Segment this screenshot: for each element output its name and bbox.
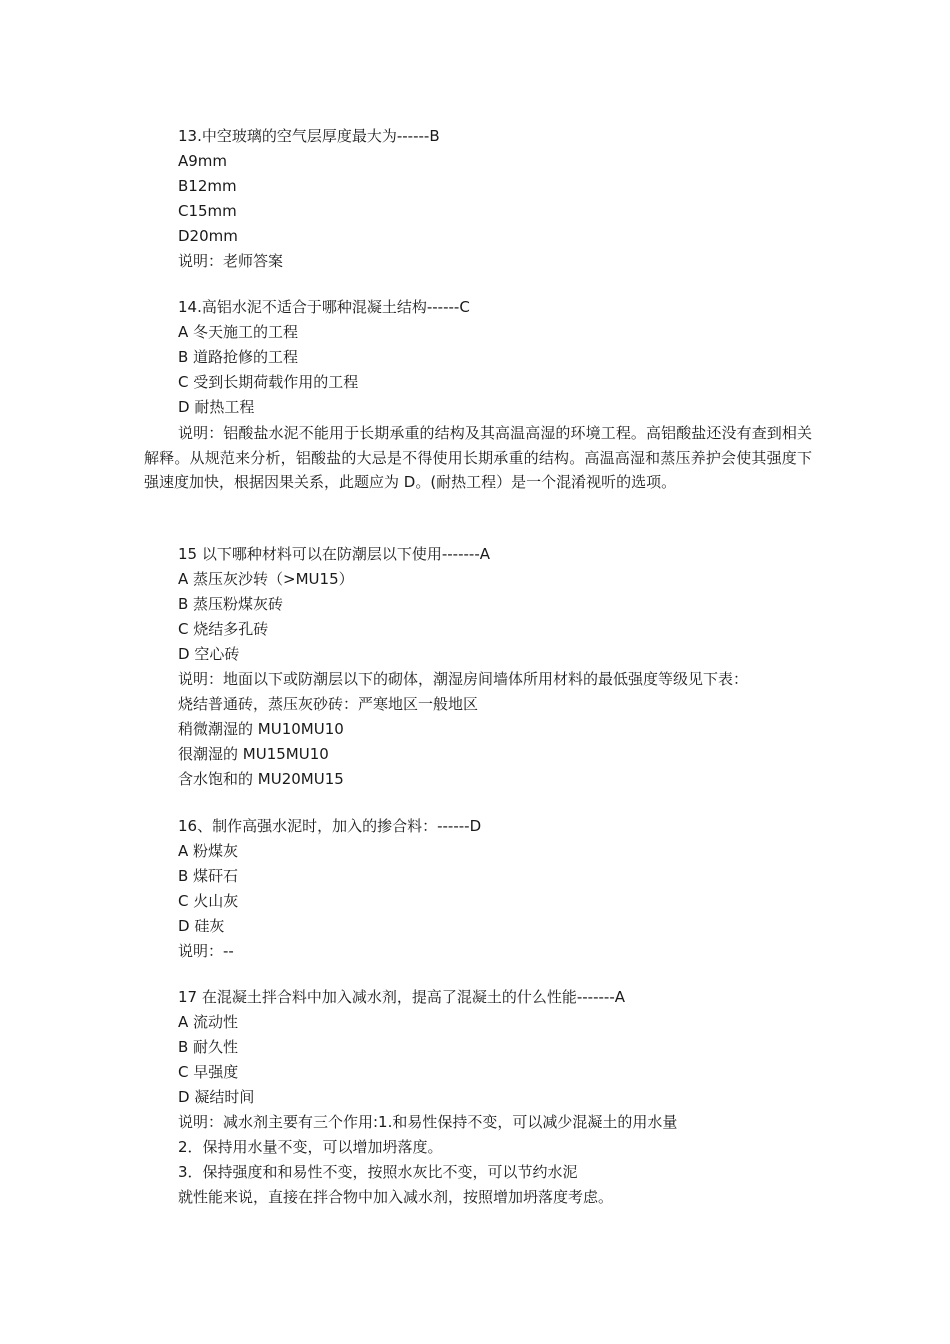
explanation-line: 说明：地面以下或防潮层以下的砌体，潮湿房间墙体所用材料的最低强度等级见下表：: [178, 670, 749, 688]
option-d: D 凝结时间: [178, 1088, 255, 1106]
option-b: B 耐久性: [178, 1038, 239, 1056]
explanation-line: 说明：减水剂主要有三个作用:1.和易性保持不变，可以减少混凝土的用水量: [178, 1113, 678, 1131]
question-14: [178, 295, 818, 420]
explanation: 说明：--: [178, 942, 234, 960]
explanation-line: 很潮湿的 MU15MU10: [178, 745, 329, 763]
question-title: 14.高铝水泥不适合于哪种混凝土结构------C: [178, 298, 470, 316]
option-b: B12mm: [178, 177, 237, 195]
question-title: 13.中空玻璃的空气层厚度最大为------B: [178, 127, 440, 145]
question-title: 17 在混凝土拌合料中加入减水剂，提高了混凝土的什么性能-------A: [178, 988, 626, 1006]
option-d: D 耐热工程: [178, 398, 255, 416]
option-d: D 硅灰: [178, 917, 225, 935]
option-c: C 受到长期荷载作用的工程: [178, 373, 359, 391]
question-16: [178, 814, 818, 964]
option-a: A 冬天施工的工程: [178, 323, 299, 341]
explanation: 说明：老师答案: [178, 252, 284, 270]
question-title: 15 以下哪种材料可以在防潮层以下使用-------A: [178, 545, 491, 563]
option-c: C 火山灰: [178, 892, 239, 910]
option-a: A9mm: [178, 152, 228, 170]
explanation-line: 3．保持强度和和易性不变，按照水灰比不变，可以节约水泥: [178, 1163, 578, 1181]
explanation-paragraph: 说明：铝酸盐水泥不能用于长期承重的结构及其高温高湿的环境工程。高铝酸盐还没有查到相关解释。从规范来分析，铝酸盐的大忌是不得使用长期承重的结构。高温高湿和蒸压养护会使其强度下强速度加快，根据因果关系，此题应为 D。(耐热工程）是一个混淆视听的选项。: [144, 424, 812, 492]
question-17: [178, 985, 818, 1210]
option-c: C15mm: [178, 202, 237, 220]
option-d: D 空心砖: [178, 645, 240, 663]
option-b: B 煤矸石: [178, 867, 239, 885]
option-a: A 蒸压灰沙转（>MU15）: [178, 570, 354, 588]
explanation-line: 稍微潮湿的 MU10MU10: [178, 720, 344, 738]
option-c: C 烧结多孔砖: [178, 620, 269, 638]
explanation-line: 烧结普通砖，蒸压灰砂砖：严寒地区一般地区: [178, 695, 479, 713]
explanation-line: 含水饱和的 MU20MU15: [178, 770, 344, 788]
option-b: B 道路抢修的工程: [178, 348, 299, 366]
question-15: [178, 542, 818, 792]
explanation-line: 就性能来说，直接在拌合物中加入减水剂，按照增加坍落度考虑。: [178, 1188, 614, 1206]
option-b: B 蒸压粉煤灰砖: [178, 595, 284, 613]
option-d: D20mm: [178, 227, 238, 245]
question-13: [178, 124, 818, 274]
option-a: A 流动性: [178, 1013, 239, 1031]
question-title: 16、制作高强水泥时，加入的掺合料：------D: [178, 817, 482, 835]
explanation-line: 2．保持用水量不变，可以增加坍落度。: [178, 1138, 443, 1156]
option-a: A 粉煤灰: [178, 842, 239, 860]
option-c: C 早强度: [178, 1063, 239, 1081]
